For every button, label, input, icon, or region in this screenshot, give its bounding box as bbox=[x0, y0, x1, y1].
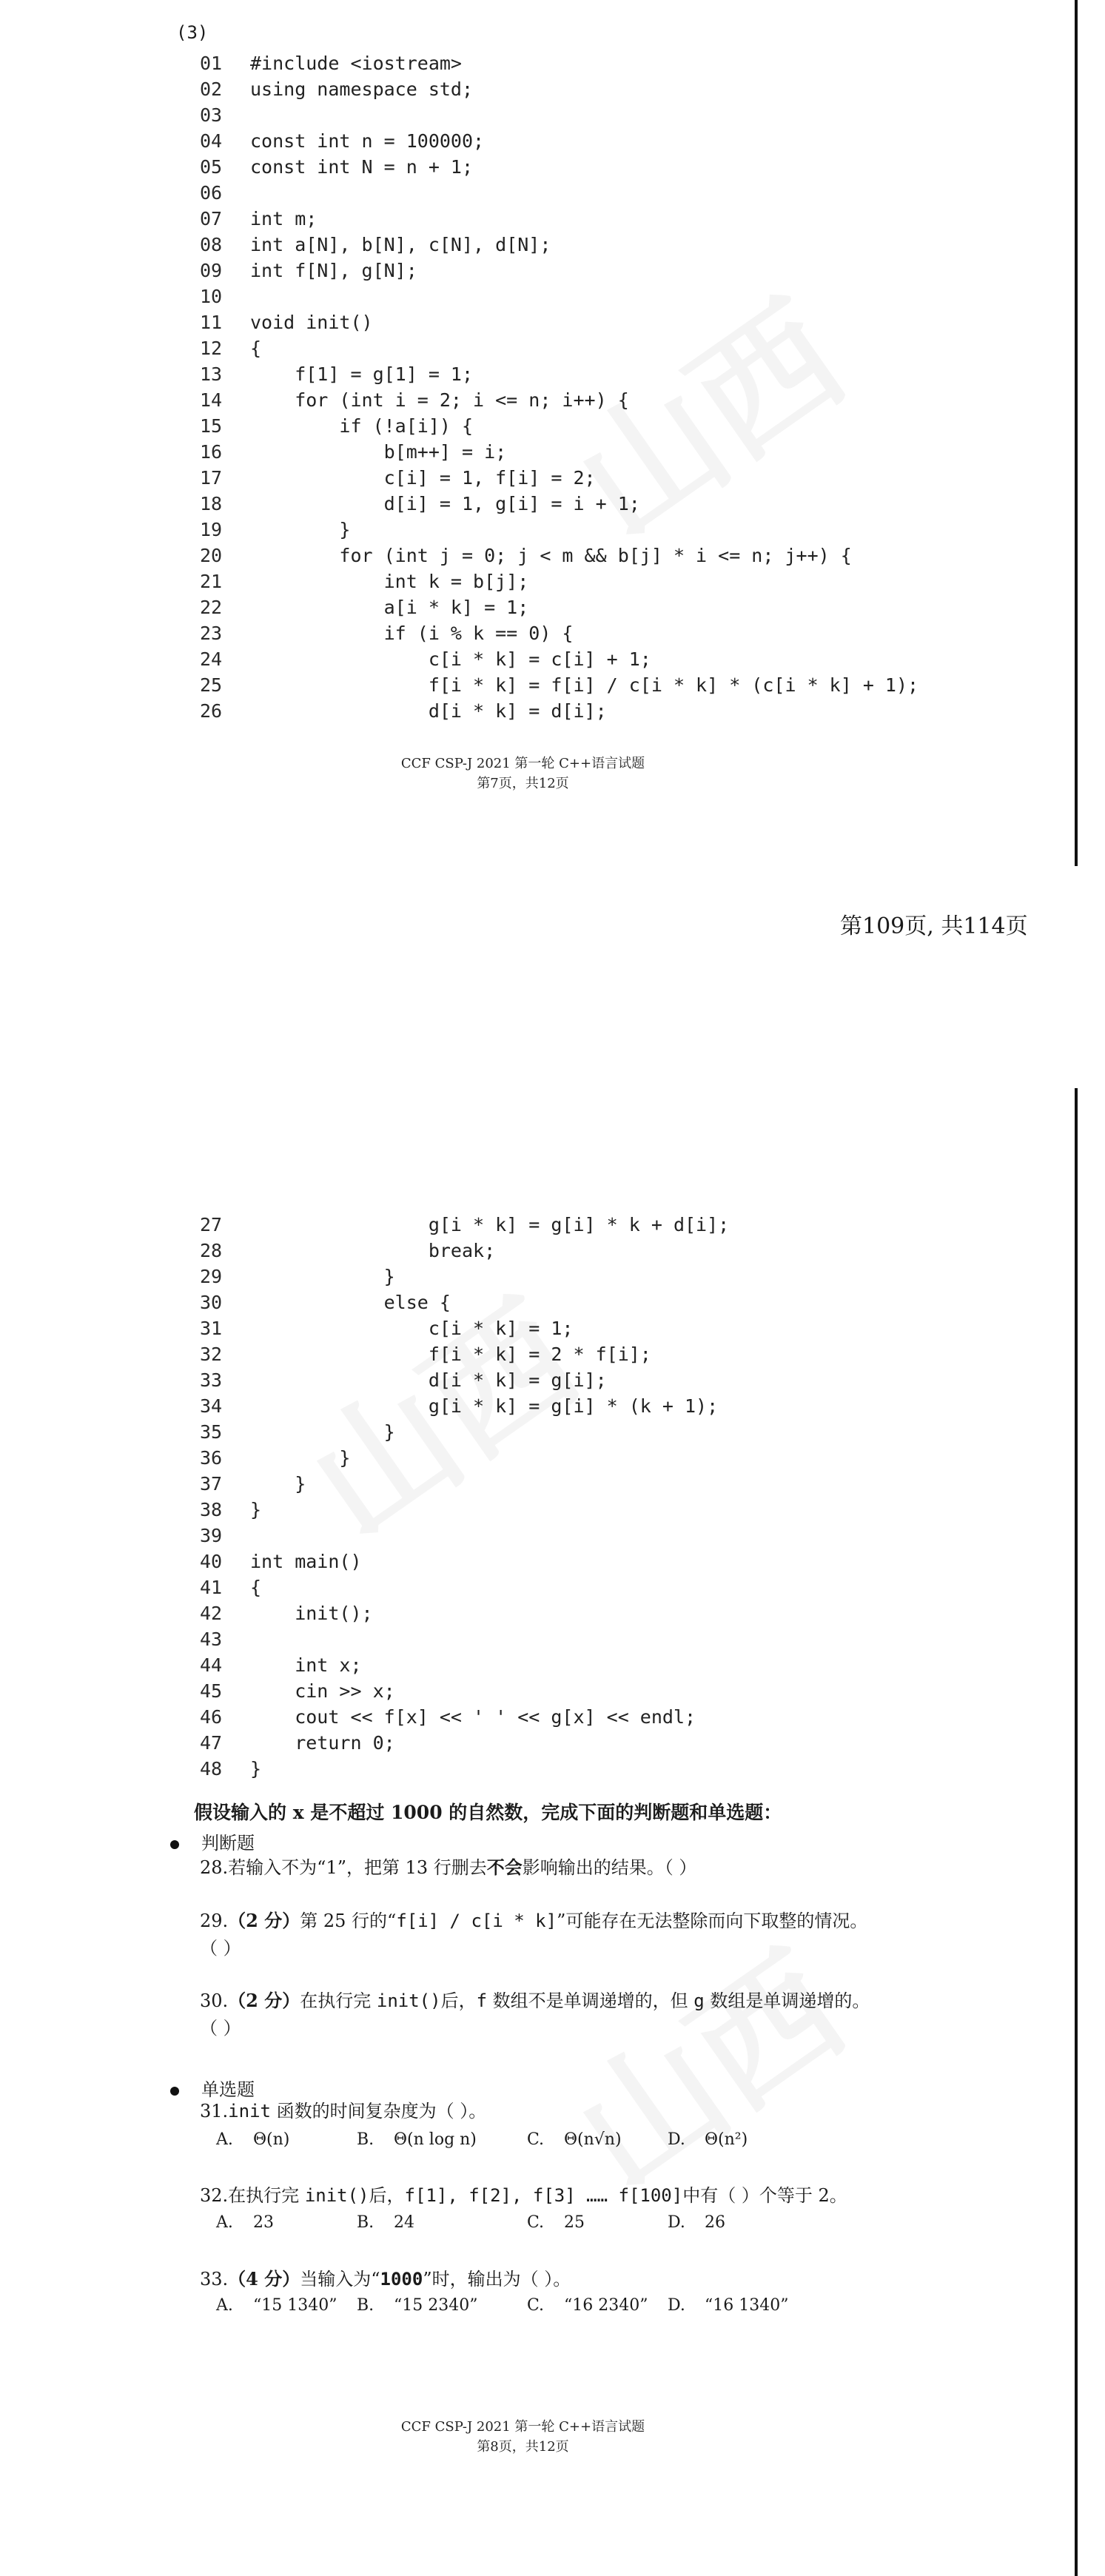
line-number: 32 bbox=[200, 1344, 223, 1365]
line-number: 29 bbox=[200, 1266, 223, 1287]
option-d bbox=[668, 2296, 788, 2315]
code-line bbox=[200, 620, 918, 646]
question-prompt: 假设输入的 x 是不超过 1000 的自然数，完成下面的判断题和单选题： bbox=[194, 1802, 782, 1823]
option-b bbox=[357, 2296, 477, 2315]
code-text: } bbox=[250, 519, 351, 540]
code-line bbox=[200, 1393, 729, 1419]
line-number: 22 bbox=[200, 597, 223, 618]
option-a bbox=[216, 2296, 337, 2315]
line-number: 21 bbox=[200, 571, 223, 592]
exam-sheet-page-8 bbox=[0, 1088, 1105, 2576]
code-text: int a[N], b[N], c[N], d[N]; bbox=[250, 234, 551, 255]
code-text: g[i * k] = g[i] * (k + 1); bbox=[250, 1395, 719, 1417]
question-33: 33.（4 分）当输入为“1000”时，输出为（ ）。 bbox=[200, 2268, 571, 2290]
line-number: 41 bbox=[200, 1577, 223, 1598]
line-number: 14 bbox=[200, 389, 223, 411]
option-c bbox=[527, 2213, 585, 2232]
section-label: (3) bbox=[176, 22, 209, 43]
code-text: using namespace std; bbox=[250, 78, 474, 100]
page-footer bbox=[0, 2417, 1075, 2457]
line-number: 30 bbox=[200, 1292, 223, 1313]
code-line bbox=[200, 284, 918, 309]
line-number: 47 bbox=[200, 1732, 223, 1754]
code-line bbox=[200, 1704, 729, 1730]
line-number: 11 bbox=[200, 312, 223, 333]
code-line bbox=[200, 1289, 729, 1315]
code-text: int x; bbox=[250, 1654, 362, 1676]
line-number: 48 bbox=[200, 1758, 223, 1780]
code-line bbox=[200, 1678, 729, 1704]
bullet-icon bbox=[170, 2087, 179, 2096]
code-line bbox=[200, 439, 918, 465]
line-number: 25 bbox=[200, 674, 223, 696]
question-32: 32.在执行完 init()后，f[1], f[2], f[3] …… f[100]中有（ ）个等于 2。 bbox=[200, 2185, 847, 2206]
code-line bbox=[200, 1626, 729, 1652]
line-number: 20 bbox=[200, 545, 223, 566]
code-line bbox=[200, 413, 918, 439]
code-line bbox=[200, 568, 918, 594]
code-text: { bbox=[250, 338, 262, 359]
code-listing-part-1 bbox=[200, 50, 918, 724]
line-number: 38 bbox=[200, 1499, 223, 1520]
line-number: 08 bbox=[200, 234, 223, 255]
line-number: 34 bbox=[200, 1395, 223, 1417]
code-text: f[i * k] = 2 * f[i]; bbox=[250, 1344, 651, 1365]
code-line bbox=[200, 387, 918, 413]
code-line bbox=[200, 1471, 729, 1497]
code-text: cout << f[x] << ' ' << g[x] << endl; bbox=[250, 1706, 696, 1728]
code-text: int main() bbox=[250, 1551, 362, 1572]
option-value: “15 1340” bbox=[253, 2296, 337, 2315]
footer-exam-title: CCF CSP-J 2021 第一轮 C++语言试题 bbox=[400, 756, 645, 771]
line-number: 19 bbox=[200, 519, 223, 540]
code-text: } bbox=[250, 1266, 395, 1287]
multiple-choice-heading: 单选题 bbox=[170, 2075, 255, 2101]
code-line bbox=[200, 258, 918, 284]
code-text: cin >> x; bbox=[250, 1680, 395, 1702]
option-c bbox=[527, 2130, 622, 2149]
line-number: 12 bbox=[200, 338, 223, 359]
code-text: if (!a[i]) { bbox=[250, 415, 474, 437]
option-b bbox=[357, 2213, 414, 2232]
line-number: 02 bbox=[200, 78, 223, 100]
option-letter: A. bbox=[216, 2213, 233, 2232]
code-text: void init() bbox=[250, 312, 373, 333]
code-text: const int N = n + 1; bbox=[250, 156, 474, 178]
exam-sheet-page-7 bbox=[0, 0, 1105, 866]
code-text: } bbox=[250, 1499, 262, 1520]
line-number: 15 bbox=[200, 415, 223, 437]
code-line bbox=[200, 1652, 729, 1678]
option-letter: A. bbox=[216, 2130, 233, 2149]
code-line bbox=[200, 1445, 729, 1471]
line-number: 06 bbox=[200, 182, 223, 204]
code-line bbox=[200, 1419, 729, 1445]
code-line bbox=[200, 1574, 729, 1600]
line-number: 24 bbox=[200, 648, 223, 670]
option-letter: D. bbox=[668, 2296, 685, 2315]
option-a bbox=[216, 2130, 289, 2149]
question-28: 28.若输入不为“1”，把第 13 行删去不会影响输出的结果。（ ） bbox=[200, 1856, 697, 1878]
option-c bbox=[527, 2296, 648, 2315]
option-letter: D. bbox=[668, 2213, 685, 2232]
code-line bbox=[200, 1549, 729, 1574]
line-number: 37 bbox=[200, 1473, 223, 1495]
code-line bbox=[200, 128, 918, 154]
code-line bbox=[200, 1315, 729, 1341]
code-text: } bbox=[250, 1421, 395, 1443]
code-text: return 0; bbox=[250, 1732, 395, 1754]
code-line bbox=[200, 50, 918, 76]
option-letter: A. bbox=[216, 2296, 233, 2315]
code-text: #include <iostream> bbox=[250, 53, 462, 74]
code-line bbox=[200, 361, 918, 387]
option-value: 24 bbox=[394, 2213, 414, 2232]
line-number: 04 bbox=[200, 130, 223, 152]
line-number: 44 bbox=[200, 1654, 223, 1676]
code-line bbox=[200, 1730, 729, 1756]
line-number: 18 bbox=[200, 493, 223, 514]
option-value: Θ(n log n) bbox=[394, 2130, 477, 2149]
option-value: “16 2340” bbox=[564, 2296, 648, 2315]
question-30: 30.（2 分）在执行完 init()后，f 数组不是单调递增的，但 g 数组是单调递增的。 （ ） bbox=[200, 1990, 870, 2039]
code-text: init(); bbox=[250, 1603, 373, 1624]
code-line bbox=[200, 102, 918, 128]
bullet-icon bbox=[170, 1840, 179, 1849]
line-number: 07 bbox=[200, 208, 223, 229]
code-line bbox=[200, 1497, 729, 1523]
code-text: if (i % k == 0) { bbox=[250, 623, 574, 644]
code-text: const int n = 100000; bbox=[250, 130, 485, 152]
option-letter: C. bbox=[527, 2130, 545, 2149]
line-number: 40 bbox=[200, 1551, 223, 1572]
code-text: } bbox=[250, 1758, 262, 1780]
code-line bbox=[200, 698, 918, 724]
page-footer bbox=[0, 754, 1075, 794]
code-line bbox=[200, 1523, 729, 1549]
code-line bbox=[200, 309, 918, 335]
code-text: d[i * k] = g[i]; bbox=[250, 1369, 607, 1391]
option-value: 25 bbox=[564, 2213, 585, 2232]
option-d bbox=[668, 2213, 725, 2232]
code-line bbox=[200, 517, 918, 543]
code-text: d[i * k] = d[i]; bbox=[250, 700, 607, 722]
option-d bbox=[668, 2130, 748, 2149]
code-text: g[i * k] = g[i] * k + d[i]; bbox=[250, 1214, 730, 1235]
line-number: 05 bbox=[200, 156, 223, 178]
code-line bbox=[200, 491, 918, 517]
line-number: 45 bbox=[200, 1680, 223, 1702]
line-number: 42 bbox=[200, 1603, 223, 1624]
code-text: a[i * k] = 1; bbox=[250, 597, 529, 618]
code-text: int k = b[j]; bbox=[250, 571, 529, 592]
code-text: b[m++] = i; bbox=[250, 441, 507, 463]
option-value: Θ(n√n) bbox=[564, 2130, 622, 2149]
code-line bbox=[200, 594, 918, 620]
option-value: “16 1340” bbox=[705, 2296, 789, 2315]
line-number: 13 bbox=[200, 363, 223, 385]
line-number: 10 bbox=[200, 286, 223, 307]
line-number: 27 bbox=[200, 1214, 223, 1235]
line-number: 03 bbox=[200, 104, 223, 126]
option-letter: D. bbox=[668, 2130, 685, 2149]
line-number: 28 bbox=[200, 1240, 223, 1261]
code-line bbox=[200, 543, 918, 568]
line-number: 23 bbox=[200, 623, 223, 644]
code-text: f[1] = g[1] = 1; bbox=[250, 363, 474, 385]
option-letter: B. bbox=[357, 2213, 375, 2232]
code-text: for (int j = 0; j < m && b[j] * i <= n; j++) { bbox=[250, 545, 852, 566]
code-text: f[i * k] = f[i] / c[i * k] * (c[i * k] + 1); bbox=[250, 674, 919, 696]
code-line bbox=[200, 672, 918, 698]
line-number: 09 bbox=[200, 260, 223, 281]
code-listing-part-2 bbox=[200, 1212, 729, 1782]
line-number: 43 bbox=[200, 1629, 223, 1650]
code-text: break; bbox=[250, 1240, 496, 1261]
question-31: 31.init 函数的时间复杂度为（ ）。 bbox=[200, 2101, 487, 2121]
code-text: c[i * k] = 1; bbox=[250, 1318, 574, 1339]
line-number: 26 bbox=[200, 700, 223, 722]
true-false-heading: 判断题 bbox=[170, 1828, 255, 1854]
code-line bbox=[200, 180, 918, 206]
line-number: 35 bbox=[200, 1421, 223, 1443]
code-line bbox=[200, 1264, 729, 1289]
option-value: 23 bbox=[253, 2213, 274, 2232]
line-number: 16 bbox=[200, 441, 223, 463]
option-value: 26 bbox=[705, 2213, 725, 2232]
code-line bbox=[200, 646, 918, 672]
page-edge-rule bbox=[1075, 0, 1078, 866]
line-number: 46 bbox=[200, 1706, 223, 1728]
code-line bbox=[200, 232, 918, 258]
code-line bbox=[200, 154, 918, 180]
document-page-count: 第109页, 共114页 bbox=[840, 913, 1028, 939]
code-line bbox=[200, 76, 918, 102]
line-number: 01 bbox=[200, 53, 223, 74]
option-b bbox=[357, 2130, 477, 2149]
code-line bbox=[200, 1600, 729, 1626]
code-line bbox=[200, 1367, 729, 1393]
code-text: } bbox=[250, 1447, 351, 1469]
footer-page-number: 第7页，共12页 bbox=[477, 776, 569, 791]
page-edge-rule bbox=[1075, 1088, 1078, 2576]
footer-exam-title: CCF CSP-J 2021 第一轮 C++语言试题 bbox=[400, 2419, 645, 2435]
code-line bbox=[200, 335, 918, 361]
option-letter: B. bbox=[357, 2296, 375, 2315]
code-line bbox=[200, 1756, 729, 1782]
code-text: { bbox=[250, 1577, 262, 1598]
code-text: c[i] = 1, f[i] = 2; bbox=[250, 467, 596, 489]
line-number: 17 bbox=[200, 467, 223, 489]
code-line bbox=[200, 1341, 729, 1367]
code-text: for (int i = 2; i <= n; i++) { bbox=[250, 389, 629, 411]
footer-page-number: 第8页，共12页 bbox=[477, 2439, 569, 2455]
code-text: } bbox=[250, 1473, 306, 1495]
code-text: int m; bbox=[250, 208, 318, 229]
option-value: Θ(n) bbox=[253, 2130, 290, 2149]
code-line bbox=[200, 206, 918, 232]
code-text: d[i] = 1, g[i] = i + 1; bbox=[250, 493, 640, 514]
code-line bbox=[200, 465, 918, 491]
code-line bbox=[200, 1238, 729, 1264]
code-text: c[i * k] = c[i] + 1; bbox=[250, 648, 651, 670]
code-text: else { bbox=[250, 1292, 451, 1313]
option-letter: C. bbox=[527, 2213, 545, 2232]
option-a bbox=[216, 2213, 274, 2232]
option-value: Θ(n²) bbox=[705, 2130, 748, 2149]
option-letter: C. bbox=[527, 2296, 545, 2315]
code-text: int f[N], g[N]; bbox=[250, 260, 417, 281]
line-number: 31 bbox=[200, 1318, 223, 1339]
line-number: 39 bbox=[200, 1525, 223, 1546]
line-number: 33 bbox=[200, 1369, 223, 1391]
code-line bbox=[200, 1212, 729, 1238]
line-number: 36 bbox=[200, 1447, 223, 1469]
option-letter: B. bbox=[357, 2130, 375, 2149]
question-29: 29.（2 分）第 25 行的“f[i] / c[i * k]”可能存在无法整除而向下取整的情况。 （ ） bbox=[200, 1910, 868, 1959]
option-value: “15 2340” bbox=[394, 2296, 478, 2315]
